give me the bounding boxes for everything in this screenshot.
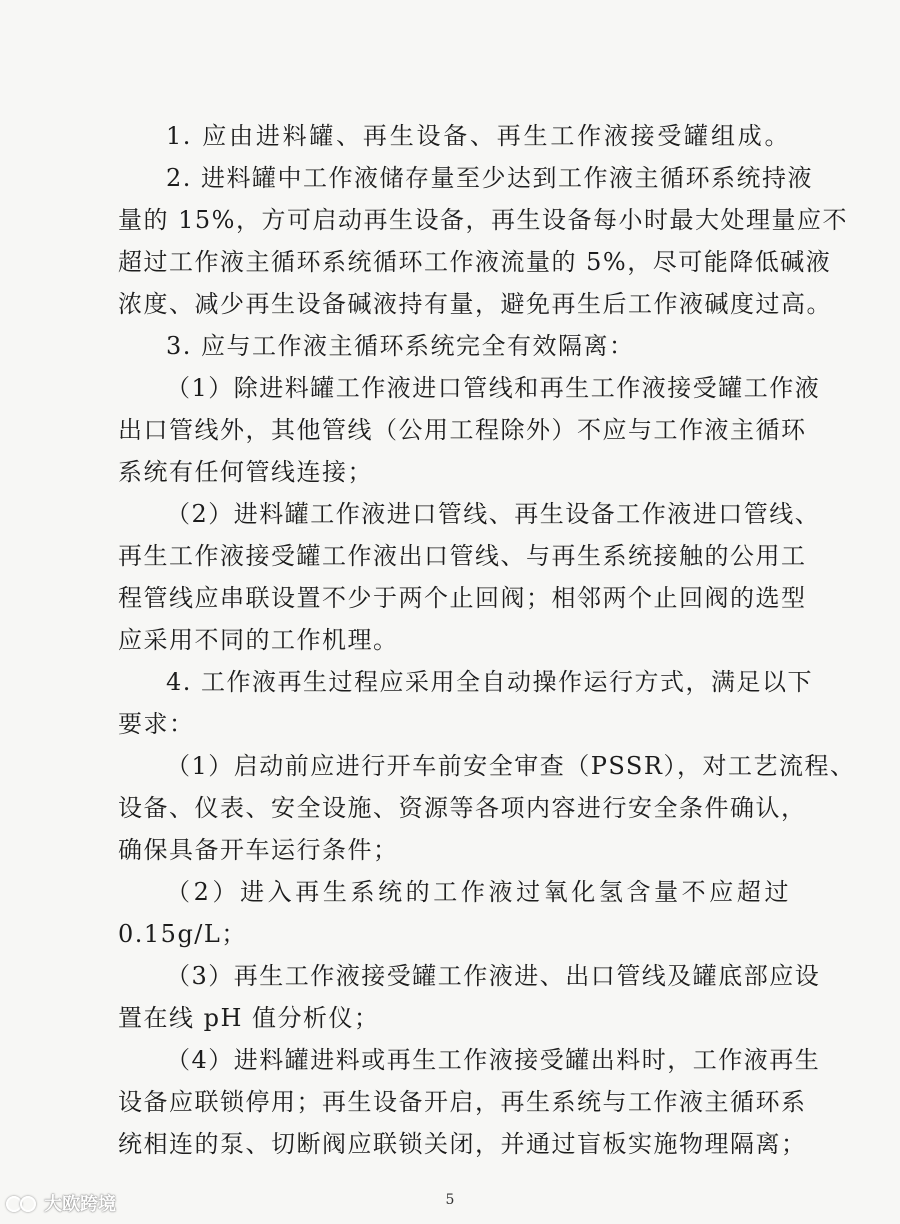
text-line: 量的 15%，方可启动再生设备，再生设备每小时最大处理量应不 xyxy=(118,206,848,234)
text-line: 应采用不同的工作机理。 xyxy=(118,626,399,654)
text-line: 4. 工作液再生过程应采用全自动操作运行方式，满足以下 xyxy=(166,668,814,696)
text-line: （4）进料罐进料或再生工作液接受罐出料时，工作液再生 xyxy=(166,1046,821,1074)
page-number: 5 xyxy=(445,1192,455,1208)
text-line: 3. 应与工作液主循环系统完全有效隔离： xyxy=(166,332,635,360)
text-line: 2. 进料罐中工作液储存量至少达到工作液主循环系统持液 xyxy=(166,164,814,192)
watermark-text: 大欧跨境 xyxy=(44,1194,116,1215)
text-line: 系统有任何管线连接； xyxy=(118,458,373,486)
text-line: 统相连的泵、切断阀应联锁关闭，并通过盲板实施物理隔离； xyxy=(118,1130,807,1158)
text-line: 设备、仪表、安全设施、资源等各项内容进行安全条件确认， xyxy=(118,794,807,822)
text-line: 1. 应由进料罐、再生设备、再生工作液接受罐组成。 xyxy=(166,122,790,150)
text-line: 设备应联锁停用；再生设备开启，再生系统与工作液主循环系 xyxy=(118,1088,807,1116)
text-line: （1）启动前应进行开车前安全审查（PSSR），对工艺流程、 xyxy=(166,752,856,780)
text-line: 置在线 pH 值分析仪； xyxy=(118,1004,380,1032)
text-line: 要求： xyxy=(118,710,195,738)
text-line: 出口管线外，其他管线（公用工程除外）不应与工作液主循环 xyxy=(118,416,807,444)
text-line: （2）进入再生系统的工作液过氧化氢含量不应超过 xyxy=(166,878,790,906)
text-line: 0.15g/L； xyxy=(118,920,247,948)
text-line: 再生工作液接受罐工作液出口管线、与再生系统接触的公用工 xyxy=(118,542,807,570)
text-line: （3）再生工作液接受罐工作液进、出口管线及罐底部应设 xyxy=(166,962,821,990)
watermark-logo-icon xyxy=(6,1192,40,1214)
text-line: （1）除进料罐工作液进口管线和再生工作液接受罐工作液 xyxy=(166,374,821,402)
text-line: （2）进料罐工作液进口管线、再生设备工作液进口管线、 xyxy=(166,500,821,528)
watermark xyxy=(6,1190,116,1216)
text-line: 程管线应串联设置不少于两个止回阀；相邻两个止回阀的选型 xyxy=(118,584,807,612)
text-line: 浓度、减少再生设备碱液持有量，避免再生后工作液碱度过高。 xyxy=(118,290,832,318)
text-line: 确保具备开车运行条件； xyxy=(118,836,399,864)
text-line: 超过工作液主循环系统循环工作液流量的 5%，尽可能降低碱液 xyxy=(118,248,832,276)
